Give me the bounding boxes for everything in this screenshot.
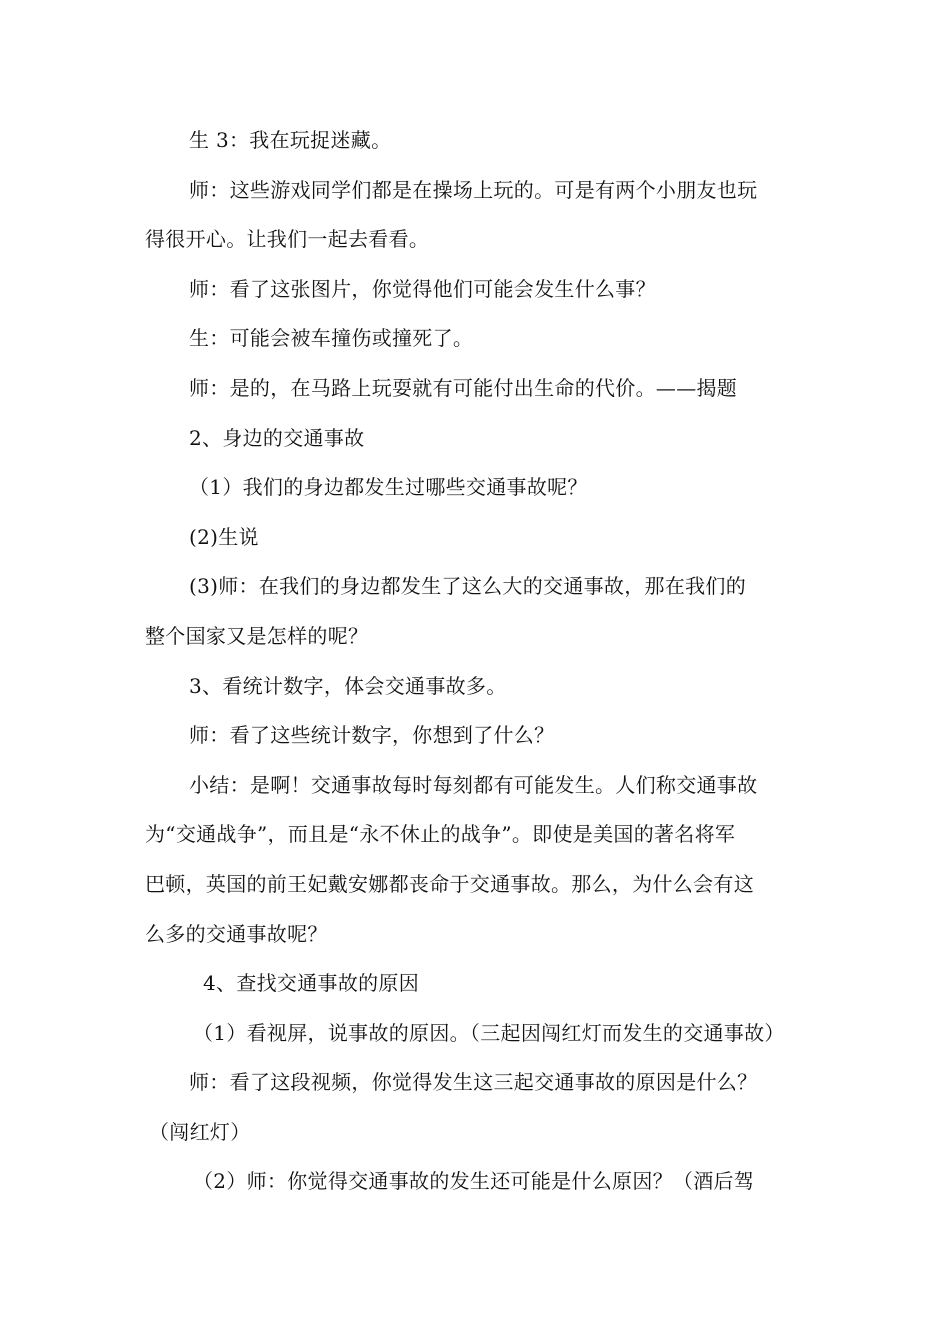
section-heading: 4、查找交通事故的原因 xyxy=(203,971,420,996)
text-line: 得很开心。让我们一起去看看。 xyxy=(145,227,430,252)
text-line: 么多的交通事故呢？ xyxy=(145,921,328,946)
text-line: 为“交通战争”，而且是“永不休止的战争”。即使是美国的著名将军 xyxy=(145,822,736,847)
text-line: 生 3：我在玩捉迷藏。 xyxy=(189,128,392,152)
text-line: （2）师：你觉得交通事故的发生还可能是什么原因？（酒后驾 xyxy=(193,1169,755,1194)
text-line: (2)生说 xyxy=(189,524,259,549)
text-line: 整个国家又是怎样的呢？ xyxy=(145,623,369,648)
document-body xyxy=(145,116,810,1207)
text-line: （1）我们的身边都发生过哪些交通事故呢？ xyxy=(189,475,588,500)
text-line: 生：可能会被车撞伤或撞死了。 xyxy=(189,326,474,351)
text-line: 师：看了这些统计数字，你想到了什么？ xyxy=(189,723,555,748)
text-line: 小结：是啊！交通事故每时每刻都有可能发生。人们称交通事故 xyxy=(189,772,758,797)
text-line: 师：这些游戏同学们都是在操场上玩的。可是有两个小朋友也玩 xyxy=(189,177,758,202)
text-line: 巴顿，英国的前王妃戴安娜都丧命于交通事故。那么，为什么会有这 xyxy=(145,871,754,896)
text-line: （1）看视屏，说事故的原因。（三起因闯红灯而发生的交通事故） xyxy=(193,1020,785,1045)
text-line: 师：看了这张图片，你觉得他们可能会发生什么事？ xyxy=(189,276,656,301)
text-line: （闯红灯） xyxy=(149,1119,251,1144)
section-heading: 3、看统计数字，体会交通事故多。 xyxy=(189,673,507,698)
text-line: (3)师：在我们的身边都发生了这么大的交通事故，那在我们的 xyxy=(189,574,747,599)
text-line: 师：看了这段视频，你觉得发生这三起交通事故的原因是什么？ xyxy=(189,1070,758,1095)
section-heading: 2、身边的交通事故 xyxy=(189,425,365,450)
text-line: 师：是的，在马路上玩耍就有可能付出生命的代价。——揭题 xyxy=(189,375,738,400)
